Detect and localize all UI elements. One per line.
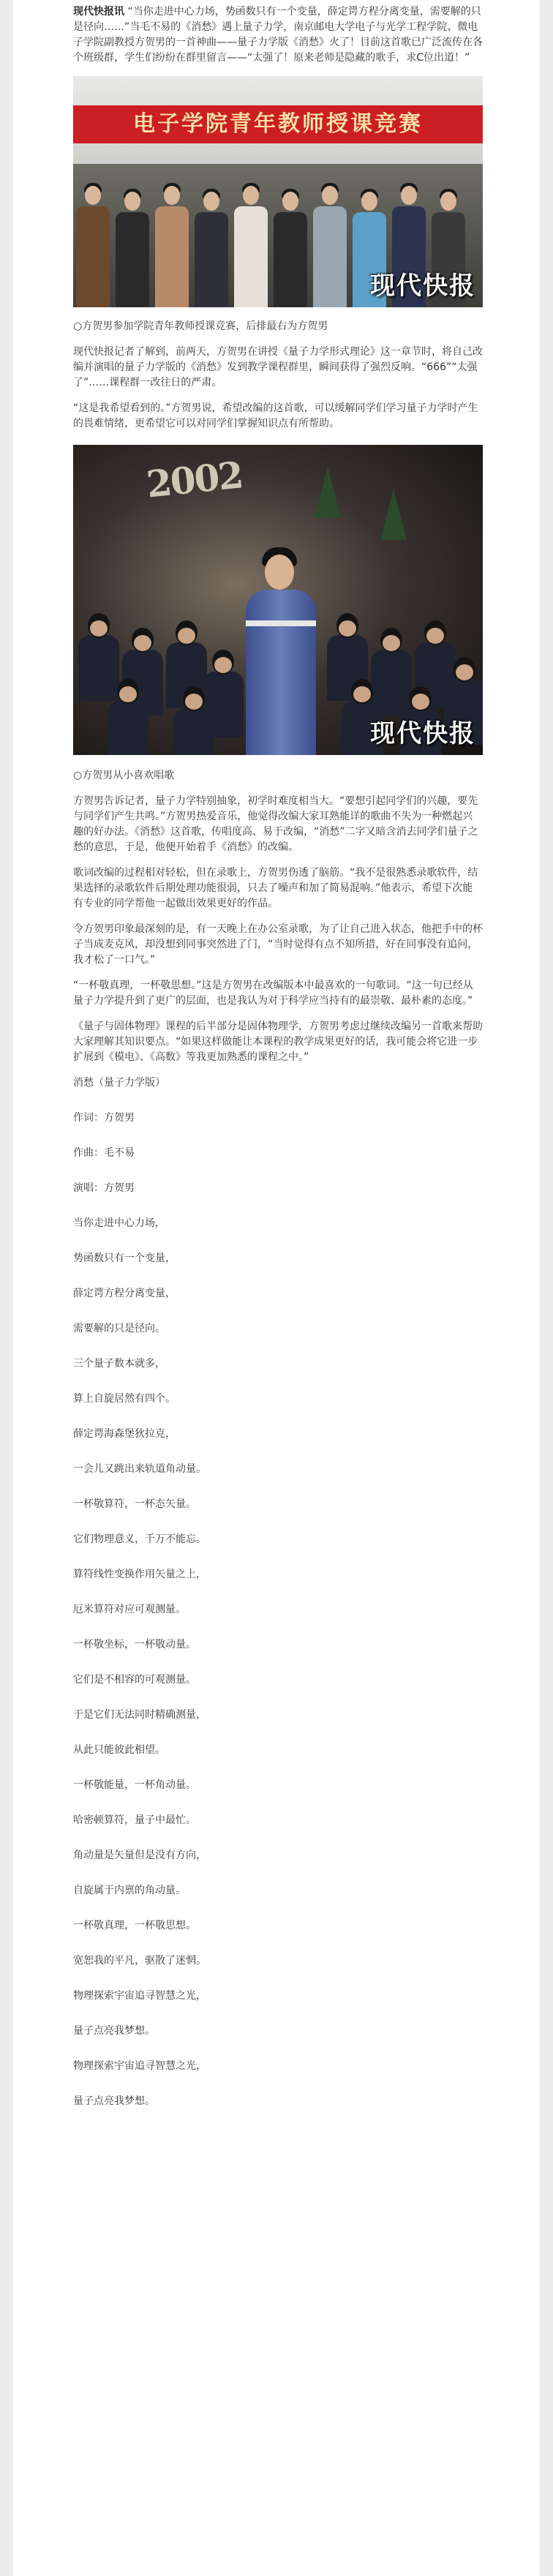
lyric-line: 作曲：毛不易 xyxy=(73,1147,135,1159)
source-label: 现代快报讯 xyxy=(73,6,124,18)
lyric-line: 宽恕我的平凡，驱散了迷惘。 xyxy=(73,1955,206,1967)
singing-photo xyxy=(73,445,483,755)
tree-decoration xyxy=(380,489,407,540)
lyric-line: 薛定谔方程分离变量， xyxy=(73,1288,176,1299)
lyric-line: 薛定谔海森堡狄拉克， xyxy=(73,1428,176,1440)
lyric-line: 势函数只有一个变量， xyxy=(73,1253,176,1264)
lyric-line: 一杯敬算符，一杯态矢量。 xyxy=(73,1498,196,1510)
lyric-line: 需要解的只是径向。 xyxy=(73,1323,165,1334)
lyric-line: 物理探索宇宙追寻智慧之光， xyxy=(73,1990,206,2002)
paragraph: 歌词改编的过程相对轻松，但在录歌上，方贺男伤透了脑筋。“我不是很熟悉录歌软件，结果选择的录歌软件后期处理功能很弱，只去了噪声和加了简易混响。”他表示，希望下次能有专业的同学帮他一起做出效果更好的作品。 xyxy=(73,867,478,909)
photo-caption: ○方贺男参加学院青年教师授课竞赛，后排最右为方贺男 xyxy=(73,320,328,332)
tree-decoration xyxy=(315,467,341,518)
lyric-line: 当你走进中心力场， xyxy=(73,1217,165,1229)
paragraph: “一杯敬真理，一杯敬思想。”这是方贺男在改编版本中最喜欢的一句歌词。“这一句已经从量子力学提升到了更广的层面，也是我认为对于科学应当持有的最崇敬、最朴素的态度。” xyxy=(73,980,473,1007)
lyric-line: 从此只能彼此相望。 xyxy=(73,1744,165,1756)
lyric-line: 于是它们无法同时精确测量， xyxy=(73,1709,206,1721)
article xyxy=(13,0,540,2576)
lyric-line: 一杯敬坐标，一杯敬动量。 xyxy=(73,1639,196,1651)
lyric-line: 算符线性变换作用矢量之上， xyxy=(73,1569,206,1580)
paragraph: “这是我希望看到的。”方贺男说，希望改编的这首歌，可以缓解同学们学习量子力学时产生的畏难情绪，更希望它可以对同学们掌握知识点有所帮助。 xyxy=(73,402,478,429)
watermark: 现代快报 xyxy=(370,719,475,748)
lyrics xyxy=(73,1075,530,2129)
lyric-line: 算上自旋居然有四个。 xyxy=(73,1393,176,1405)
lyric-line: 它们是不相容的可观测量。 xyxy=(73,1674,196,1686)
contest-photo xyxy=(73,76,483,307)
paragraph: 令方贺男印象最深刻的是，有一天晚上在办公室录歌，为了让自己进入状态，他把手中的杯子当成麦克风，却没想到同事突然进了门，“当时觉得有点不知所措，好在同事没有追问，我才松了一口气。” xyxy=(73,923,483,966)
lyric-line: 厄米算符对应可观测量。 xyxy=(73,1604,186,1615)
lyric-line: 作词：方贺男 xyxy=(73,1112,135,1124)
singer xyxy=(265,555,294,590)
lyric-line: 量子点亮我梦想。 xyxy=(73,2025,155,2037)
lyric-line: 自旋属于内禀的角动量。 xyxy=(73,1885,186,1896)
paragraph: 《量子与固体物理》课程的后半部分是固体物理学，方贺男考虑过继续改编另一首歌来帮助大家理解其知识要点。“如果这样做能让本课程的教学成果更好的话，我可能会将它进一步扩展到《模电》、《高数》等我更加熟悉的课程之中。” xyxy=(73,1021,483,1063)
lyric-line: 三个量子数本就多， xyxy=(73,1358,165,1370)
watermark: 现代快报 xyxy=(370,271,475,301)
photo-caption: ○方贺男从小喜欢唱歌 xyxy=(73,770,175,781)
intro-text: “当你走进中心力场，势函数只有一个变量，薛定谔方程分离变量，需要解的只是径向……”当毛不易的《消愁》遇上量子力学，南京邮电大学电子与光学工程学院、微电子学院副教授方贺男的一首神曲——量子力学版《消愁》火了！目前这首歌已广泛流传在各个班级群，学生们纷纷在群里留言——“太强了！原来老师是隐藏的歌手，求C位出道！” xyxy=(73,6,483,64)
lyric-line: 角动量是矢量但是没有方向， xyxy=(73,1850,206,1861)
lyric-line: 一杯敬真理，一杯敬思想。 xyxy=(73,1920,196,1931)
lyric-line: 演唱：方贺男 xyxy=(73,1182,135,1194)
lyric-line: 一杯敬能量，一杯角动量。 xyxy=(73,1779,196,1791)
lyric-line: 哈密顿算符，量子中最忙。 xyxy=(73,1814,196,1826)
lyric-line: 物理探索宇宙追寻智慧之光， xyxy=(73,2060,206,2072)
intro-paragraph xyxy=(73,4,483,66)
song-title: 消愁（量子力学版） xyxy=(73,1077,165,1089)
lyric-line: 它们物理意义，千万不能忘。 xyxy=(73,1533,206,1545)
paragraph: 方贺男告诉记者，量子力学特别抽象，初学时难度相当大。“要想引起同学们的兴趣，要先与同学们产生共鸣。”方贺男热爱音乐，他觉得改编大家耳熟能详的歌曲不失为一种燃起兴趣的好办法。《消愁》这首歌，传唱度高、易于改编，“消愁”二字又暗含消去同学们量子之愁的意思，于是，他便开始着手《消愁》的改编。 xyxy=(73,795,478,853)
lyric-line: 量子点亮我梦想。 xyxy=(73,2095,155,2107)
contest-banner: 电子学院青年教师授课竞赛 xyxy=(73,105,483,143)
lyric-line: 一会儿又跳出来轨道角动量。 xyxy=(73,1463,206,1475)
year-decoration: 2002 xyxy=(144,453,244,506)
paragraph: 现代快报记者了解到，前两天，方贺男在讲授《量子力学形式理论》这一章节时，将自己改编并演唱的量子力学版的《消愁》发到教学课程群里，瞬间获得了强烈反响。“666”“太强了”……课程群一改往日的严肃。 xyxy=(73,346,483,388)
